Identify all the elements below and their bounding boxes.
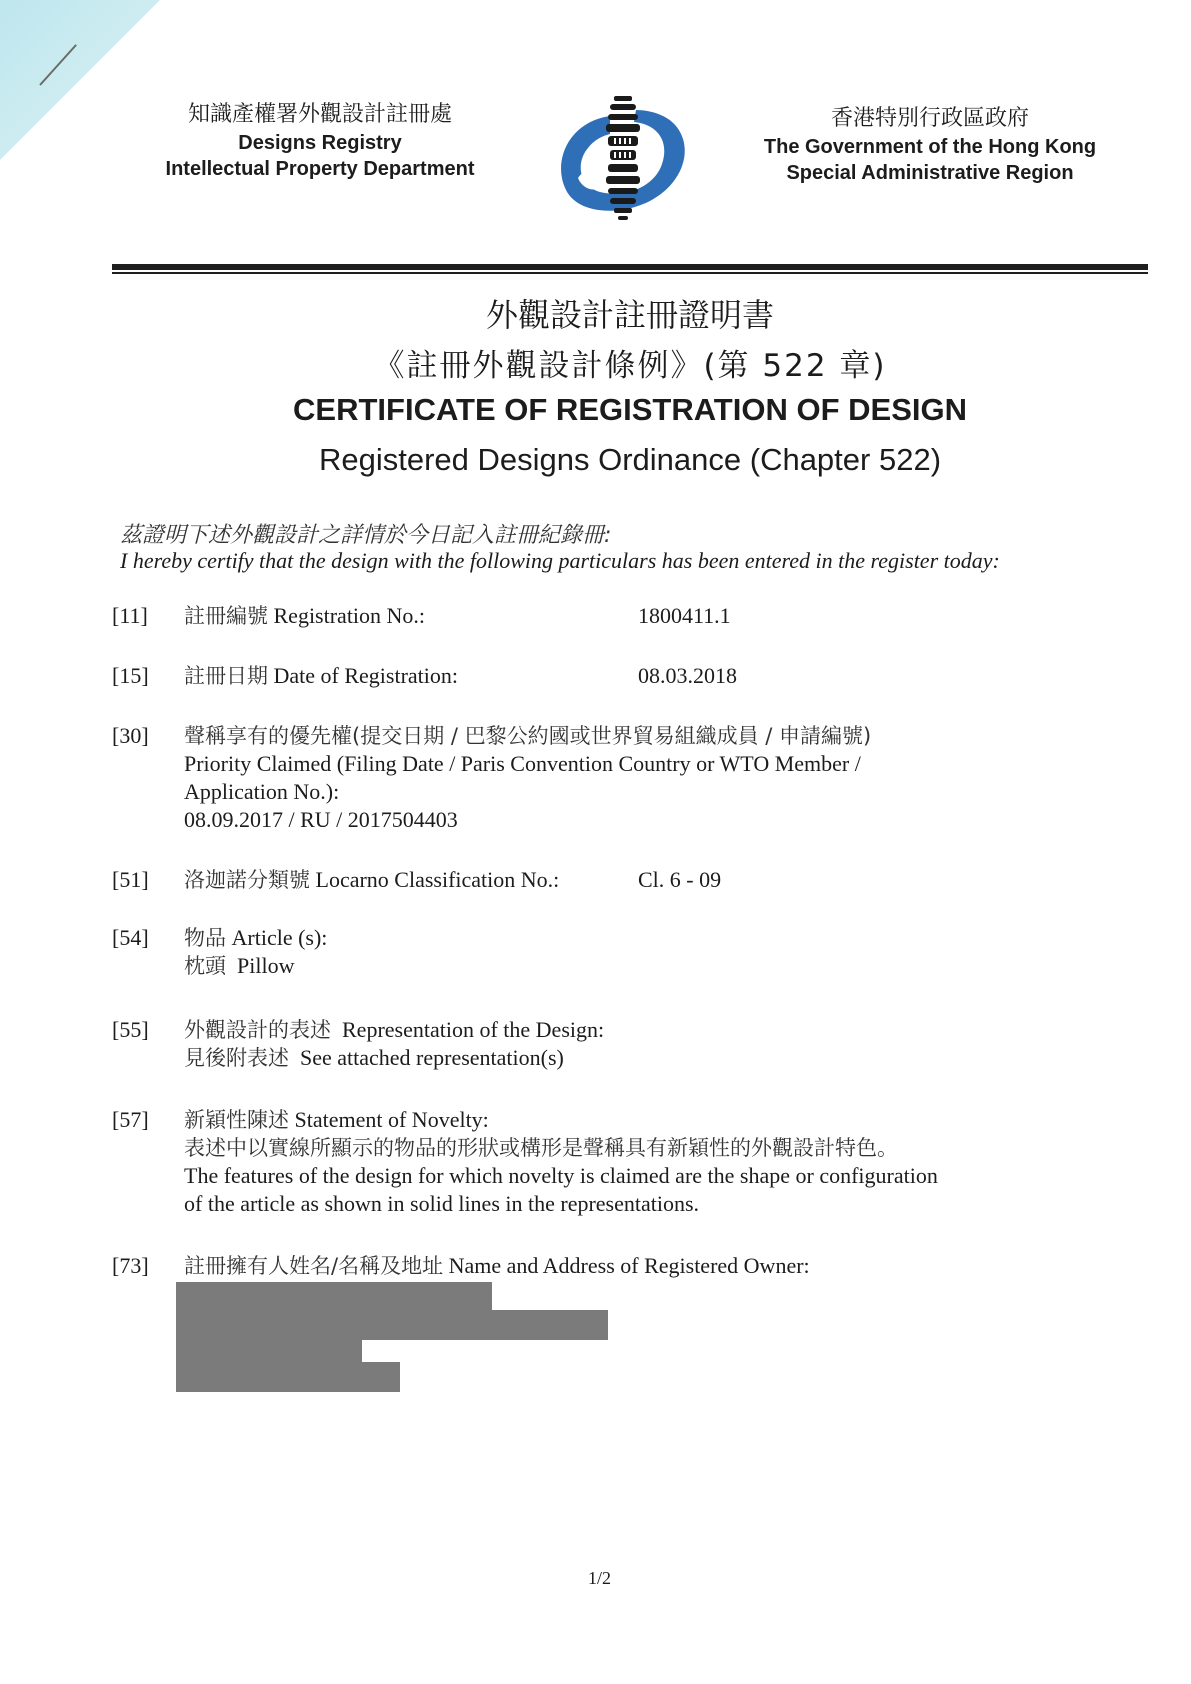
redaction-block — [176, 1362, 400, 1392]
novelty-statement-zh: 表述中以實線所顯示的物品的形狀或構形是聲稱具有新穎性的外觀設計特色。 — [184, 1136, 898, 1160]
certification-statement-zh: 茲證明下述外觀設計之詳情於今日記入註冊紀錄冊: — [120, 523, 612, 548]
field-body — [184, 722, 871, 834]
field-label-zh: 註冊日期 — [184, 664, 268, 688]
field-label-zh: 外觀設計的表述 — [184, 1018, 331, 1042]
header-divider-thin — [112, 272, 1148, 274]
field-label-en: Registration No.: — [268, 603, 426, 628]
field-code: [11] — [112, 603, 148, 628]
priority-value: 08.09.2017 / RU / 2017504403 — [184, 807, 458, 832]
header-right — [740, 104, 1120, 186]
field-code: [54] — [112, 925, 149, 950]
scan-corner-shade — [0, 0, 160, 160]
field-label-zh: 物品 — [184, 926, 226, 950]
field-label-en: Representation of the Design: — [331, 1017, 605, 1042]
field-label-en-cont: Application No.): — [184, 779, 340, 804]
field-label-en: Date of Registration: — [268, 663, 459, 688]
government-name-en-line2: Special Administrative Region — [786, 162, 1074, 184]
redaction-block — [176, 1338, 362, 1364]
header-left — [140, 100, 500, 182]
field-label — [184, 866, 559, 894]
field-label-zh: 新穎性陳述 — [184, 1108, 289, 1132]
field-label-zh: 註冊擁有人姓名/名稱及地址 — [184, 1254, 444, 1278]
field-code: [55] — [112, 1017, 149, 1042]
certification-statement-en: I hereby certify that the design with the following particulars has been entered in the register today: — [120, 548, 1000, 573]
field-code: [57] — [112, 1107, 149, 1132]
government-name-zh: 香港特別行政區政府 — [830, 106, 1029, 131]
field-label-zh: 洛迦諾分類號 — [184, 868, 310, 892]
article-value-en: Pillow — [226, 953, 295, 978]
page-number: 1/2 — [588, 1568, 612, 1588]
field-label-en: Article (s): — [226, 925, 328, 950]
ipd-emblem-icon — [548, 92, 698, 224]
field-label-zh: 聲稱享有的優先權(提交日期 / 巴黎公約國或世界貿易組織成員 / 申請編號) — [184, 724, 872, 748]
ordinance-title-zh: 《註冊外觀設計條例》(第 522 章) — [373, 348, 887, 384]
field-code: [15] — [112, 663, 149, 688]
government-name-en-line1: The Government of the Hong Kong — [763, 136, 1097, 158]
novelty-statement-en-cont: of the article as shown in solid lines in the representations. — [184, 1191, 700, 1216]
field-label-en: Locarno Classification No.: — [310, 867, 560, 892]
field-label-en: Priority Claimed (Filing Date / Paris Convention Country or WTO Member / — [184, 751, 861, 776]
field-body — [184, 1016, 604, 1072]
novelty-statement-en: The features of the design for which novelty is claimed are the shape or configuration — [184, 1163, 938, 1188]
field-label-en: Name and Address of Registered Owner: — [443, 1253, 810, 1278]
redaction-block — [176, 1310, 608, 1340]
field-code: [30] — [112, 723, 149, 748]
article-value-zh: 枕頭 — [184, 954, 226, 978]
registry-name-en: Designs Registry — [238, 132, 402, 154]
representation-value-zh: 見後附表述 — [184, 1046, 289, 1070]
certificate-title-en: CERTIFICATE OF REGISTRATION OF DESIGN — [293, 392, 967, 427]
field-label-zh: 註冊編號 — [184, 604, 268, 628]
field-body — [184, 924, 327, 980]
header-divider — [112, 264, 1148, 270]
certificate-title-zh: 外觀設計註冊證明書 — [485, 296, 774, 334]
field-body — [184, 1106, 938, 1218]
registration-number: 1800411.1 — [638, 603, 731, 628]
field-code: [73] — [112, 1253, 149, 1278]
registration-date: 08.03.2018 — [638, 663, 737, 688]
field-code: [51] — [112, 867, 149, 892]
representation-value-en: See attached representation(s) — [289, 1045, 564, 1070]
locarno-class-value: Cl. 6 - 09 — [638, 867, 722, 892]
registry-name-zh: 知識產權署外觀設計註冊處 — [187, 102, 452, 127]
field-label — [184, 602, 425, 630]
department-name-en: Intellectual Property Department — [165, 158, 475, 180]
field-label — [184, 1252, 810, 1280]
ordinance-title-en: Registered Designs Ordinance (Chapter 522) — [318, 442, 942, 477]
field-label-en: Statement of Novelty: — [289, 1107, 489, 1132]
field-label — [184, 662, 458, 690]
